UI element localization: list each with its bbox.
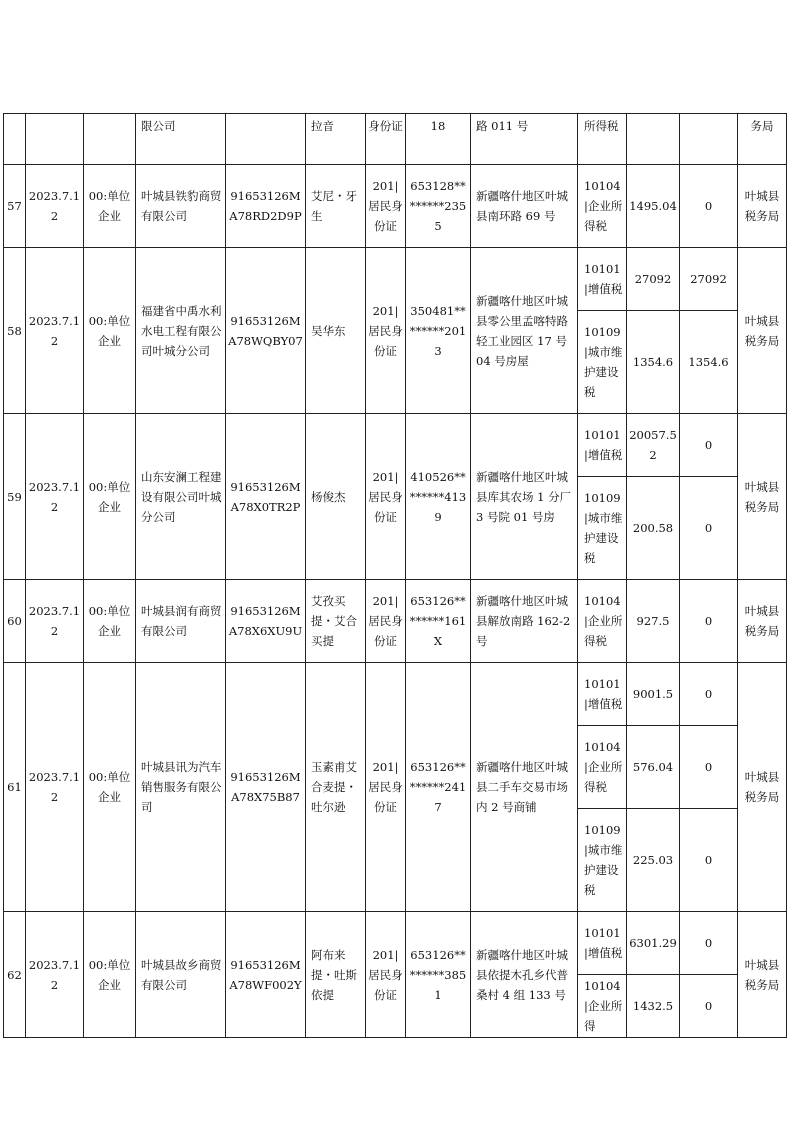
- cell: [26, 114, 84, 165]
- owed-amount-cell: 1495.04: [627, 165, 680, 248]
- id-no-cell: 653126********161X: [406, 580, 471, 663]
- id-no-cell: 18: [406, 114, 471, 165]
- authority-cell: 叶城县税务局: [738, 580, 787, 663]
- tax-item-cell: 10104|企业所得税: [578, 580, 627, 663]
- credit-code-cell: 91653126MA78WF002Y: [226, 912, 306, 1038]
- tax-item-cell: 所得税: [578, 114, 627, 165]
- current-amount-cell: 0: [680, 912, 738, 975]
- table-row: [4, 114, 787, 165]
- row-number-cell: 62: [4, 912, 26, 1038]
- table-row: [4, 248, 787, 311]
- row-number-cell: 60: [4, 580, 26, 663]
- owed-amount-cell: 20057.52: [627, 414, 680, 477]
- person-cell: 拉音: [306, 114, 366, 165]
- owed-amount-cell: 225.03: [627, 809, 680, 912]
- owed-amount-cell: 6301.29: [627, 912, 680, 975]
- cell: [680, 114, 738, 165]
- tax-item-cell: 10101|增值税: [578, 663, 627, 726]
- taxpayer-type-cell: 00:单位企业: [84, 663, 136, 912]
- date-cell: 2023.7.12: [26, 414, 84, 580]
- tax-item-cell: 10101|增值税: [578, 248, 627, 311]
- current-amount-cell: 27092: [680, 248, 738, 311]
- cell: [84, 114, 136, 165]
- id-no-cell: 350481********2013: [406, 248, 471, 414]
- owed-amount-cell: 927.5: [627, 580, 680, 663]
- owed-amount-cell: 1432.5: [627, 975, 680, 1038]
- taxpayer-type-cell: 00:单位企业: [84, 580, 136, 663]
- tax-item-cell: 10109|城市维护建设税: [578, 809, 627, 912]
- address-cell: 新疆喀什地区叶城县库其农场 1 分厂 3 号院 01 号房: [471, 414, 578, 580]
- tax-item-cell: 10109|城市维护建设税: [578, 311, 627, 414]
- current-amount-cell: 0: [680, 580, 738, 663]
- current-amount-cell: 0: [680, 414, 738, 477]
- owed-amount-cell: 576.04: [627, 726, 680, 809]
- date-cell: 2023.7.12: [26, 165, 84, 248]
- owed-amount-cell: 200.58: [627, 477, 680, 580]
- person-cell: 玉素甫艾合麦提・吐尔逊: [306, 663, 366, 912]
- tax-item-cell: 10109|城市维护建设税: [578, 477, 627, 580]
- authority-cell: 叶城县税务局: [738, 912, 787, 1038]
- row-number-cell: 61: [4, 663, 26, 912]
- credit-code-cell: 91653126MA78RD2D9P: [226, 165, 306, 248]
- current-amount-cell: 1354.6: [680, 311, 738, 414]
- id-type-cell: 201|居民身份证: [366, 663, 406, 912]
- table-row: [4, 663, 787, 726]
- date-cell: 2023.7.12: [26, 912, 84, 1038]
- current-amount-cell: 0: [680, 975, 738, 1038]
- date-cell: 2023.7.12: [26, 580, 84, 663]
- id-no-cell: 653126********3851: [406, 912, 471, 1038]
- date-cell: 2023.7.12: [26, 663, 84, 912]
- tax-item-cell: 10104|企业所得税: [578, 726, 627, 809]
- row-number-cell: 59: [4, 414, 26, 580]
- company-cell: 叶城县故乡商贸有限公司: [136, 912, 226, 1038]
- current-amount-cell: 0: [680, 726, 738, 809]
- credit-code-cell: 91653126MA78WQBY07: [226, 248, 306, 414]
- cell: [226, 114, 306, 165]
- address-cell: 新疆喀什地区叶城县二手车交易市场内 2 号商铺: [471, 663, 578, 912]
- person-cell: 阿布来提・吐斯依提: [306, 912, 366, 1038]
- id-type-cell: 201|居民身份证: [366, 248, 406, 414]
- authority-cell: 叶城县税务局: [738, 248, 787, 414]
- address-cell: 新疆喀什地区叶城县南环路 69 号: [471, 165, 578, 248]
- id-no-cell: 410526********4139: [406, 414, 471, 580]
- id-type-cell: 201|居民身份证: [366, 165, 406, 248]
- row-number-cell: 58: [4, 248, 26, 414]
- cell: [627, 114, 680, 165]
- id-no-cell: 653128********2355: [406, 165, 471, 248]
- address-cell: 新疆喀什地区叶城县依提木孔乡代普桑村 4 组 133 号: [471, 912, 578, 1038]
- company-cell: 叶城县润有商贸有限公司: [136, 580, 226, 663]
- owed-amount-cell: 1354.6: [627, 311, 680, 414]
- authority-cell: 叶城县税务局: [738, 165, 787, 248]
- tax-record-table: [3, 113, 787, 1038]
- owed-amount-cell: 27092: [627, 248, 680, 311]
- address-cell: 新疆喀什地区叶城县零公里孟喀特路轻工业园区 17 号 04 号房屋: [471, 248, 578, 414]
- current-amount-cell: 0: [680, 663, 738, 726]
- id-type-cell: 201|居民身份证: [366, 414, 406, 580]
- table-row: [4, 580, 787, 663]
- taxpayer-type-cell: 00:单位企业: [84, 165, 136, 248]
- credit-code-cell: 91653126MA78X6XU9U: [226, 580, 306, 663]
- date-cell: 2023.7.12: [26, 248, 84, 414]
- current-amount-cell: 0: [680, 809, 738, 912]
- person-cell: 吴华东: [306, 248, 366, 414]
- current-amount-cell: 0: [680, 477, 738, 580]
- company-cell: 山东安澜工程建设有限公司叶城分公司: [136, 414, 226, 580]
- id-no-cell: 653126********2417: [406, 663, 471, 912]
- company-cell: 叶城县讯为汽车销售服务有限公司: [136, 663, 226, 912]
- person-cell: 艾尼・牙生: [306, 165, 366, 248]
- credit-code-cell: 91653126MA78X75B87: [226, 663, 306, 912]
- person-cell: 艾孜买提・艾合买提: [306, 580, 366, 663]
- table-row: [4, 414, 787, 477]
- taxpayer-type-cell: 00:单位企业: [84, 248, 136, 414]
- tax-item-cell: 10101|增值税: [578, 912, 627, 975]
- id-type-cell: 201|居民身份证: [366, 912, 406, 1038]
- company-cell: 福建省中禹水利水电工程有限公司叶城分公司: [136, 248, 226, 414]
- authority-cell: 叶城县税务局: [738, 414, 787, 580]
- tax-item-cell: 10104|企业所得税: [578, 165, 627, 248]
- taxpayer-type-cell: 00:单位企业: [84, 414, 136, 580]
- id-type-cell: 201|居民身份证: [366, 580, 406, 663]
- table-row: [4, 165, 787, 248]
- address-cell: 路 011 号: [471, 114, 578, 165]
- row-number-cell: 57: [4, 165, 26, 248]
- id-type-cell: 身份证: [366, 114, 406, 165]
- current-amount-cell: 0: [680, 165, 738, 248]
- tax-item-cell: 10104|企业所得: [578, 975, 627, 1038]
- company-cell: 限公司: [136, 114, 226, 165]
- owed-amount-cell: 9001.5: [627, 663, 680, 726]
- tax-item-cell: 10101|增值税: [578, 414, 627, 477]
- credit-code-cell: 91653126MA78X0TR2P: [226, 414, 306, 580]
- company-cell: 叶城县铁豹商贸有限公司: [136, 165, 226, 248]
- authority-cell: 叶城县税务局: [738, 663, 787, 912]
- table-row: [4, 912, 787, 975]
- taxpayer-type-cell: 00:单位企业: [84, 912, 136, 1038]
- address-cell: 新疆喀什地区叶城县解放南路 162-2 号: [471, 580, 578, 663]
- authority-cell: 务局: [738, 114, 787, 165]
- cell: [4, 114, 26, 165]
- person-cell: 杨俊杰: [306, 414, 366, 580]
